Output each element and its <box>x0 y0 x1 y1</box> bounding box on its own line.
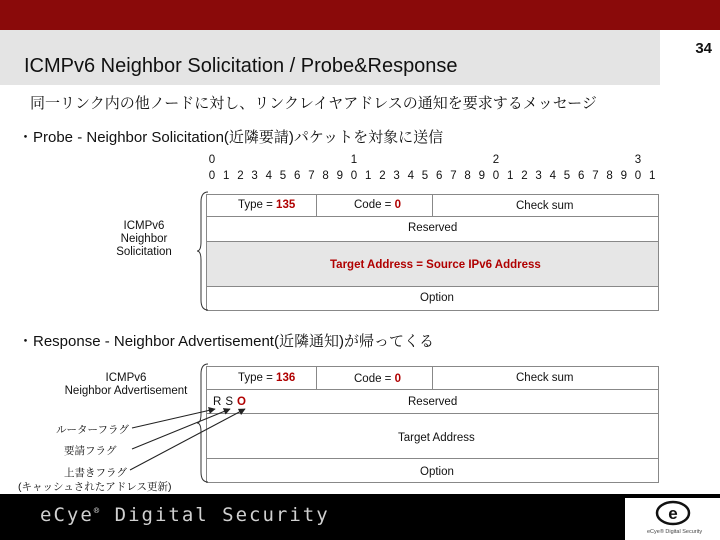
bit-one-label: 6 <box>435 170 443 182</box>
company-logo <box>625 498 720 540</box>
slide-title: ICMPv6 Neighbor Solicitation / Probe&Response <box>24 55 458 77</box>
response-row-divider-3 <box>206 458 659 459</box>
flag-s: S <box>225 396 237 408</box>
probe-type-divider <box>316 194 317 216</box>
bit-one-label: 4 <box>265 170 272 182</box>
probe-target-field: Target Address = Source IPv6 Address <box>330 259 541 271</box>
probe-checksum-field: Check sum <box>516 200 574 212</box>
response-reserved-field: Reserved <box>408 396 458 408</box>
bit-one-label: 6 <box>577 170 585 182</box>
probe-code-value: 0 <box>394 199 402 211</box>
bit-one-label: 8 <box>606 170 613 182</box>
bit-one-label: 9 <box>620 170 627 182</box>
bit-ten-label: 3 <box>634 154 642 166</box>
bit-one-label: 7 <box>450 170 457 182</box>
bit-one-label: 9 <box>478 170 485 182</box>
bit-one-label: 5 <box>279 170 287 182</box>
bit-one-label: 1 <box>222 170 230 182</box>
response-type-divider <box>316 366 317 389</box>
bit-one-label: 1 <box>506 170 514 182</box>
response-bullet: ・Response - Neighbor Advertisement(近隣通知)が帰ってくる <box>18 333 434 350</box>
bit-one-label: 0 <box>208 170 216 182</box>
response-code-divider <box>432 366 433 389</box>
response-checksum-field: Check sum <box>516 372 574 384</box>
logo-eye-icon <box>655 500 691 526</box>
probe-row-divider-1 <box>206 216 659 217</box>
probe-option-field: Option <box>420 292 454 304</box>
bit-one-label: 1 <box>648 170 656 182</box>
response-code-value: 0 <box>394 373 402 385</box>
response-type-field: Type = 136 <box>238 372 296 384</box>
override-flag-label: 上書きフラグ <box>64 467 127 479</box>
probe-reserved-field: Reserved <box>408 222 458 234</box>
bit-one-label: 0 <box>634 170 642 182</box>
logo-text: eCye® Digital Security <box>647 529 703 535</box>
bit-one-label: 3 <box>251 170 258 182</box>
probe-code-divider <box>432 194 433 216</box>
bit-ten-label: 0 <box>208 154 216 166</box>
bit-one-label: 9 <box>336 170 343 182</box>
probe-type-field: Type = 135 <box>238 199 296 211</box>
header-bar <box>0 0 720 30</box>
response-target-field: Target Address <box>398 432 475 444</box>
logo-letter: e <box>668 504 678 523</box>
probe-type-value: 135 <box>276 199 296 211</box>
bit-one-label: 0 <box>492 170 500 182</box>
bit-one-label: 7 <box>308 170 315 182</box>
bit-one-label: 5 <box>563 170 571 182</box>
bit-one-label: 2 <box>379 170 386 182</box>
response-row-divider-1 <box>206 389 659 390</box>
bit-ten-label: 2 <box>492 154 500 166</box>
response-type-value: 136 <box>276 372 296 384</box>
bit-one-label: 8 <box>322 170 329 182</box>
flag-o: O <box>236 396 250 408</box>
bit-one-label: 4 <box>549 170 556 182</box>
footer-brand: eCye® Digital Security <box>40 504 330 526</box>
override-flag-note: (キャッシュされたアドレス更新) <box>18 481 172 493</box>
bit-one-label: 1 <box>364 170 372 182</box>
response-bracket <box>196 362 210 484</box>
slide-subtitle: 同一リンク内の他ノードに対し、リンクレイヤアドレスの通知を要求するメッセージ <box>30 95 597 112</box>
probe-bracket <box>196 190 210 312</box>
bit-one-label: 0 <box>350 170 358 182</box>
bit-one-label: 6 <box>293 170 301 182</box>
bit-one-label: 3 <box>393 170 400 182</box>
bit-one-label: 2 <box>521 170 528 182</box>
response-flags <box>213 396 250 408</box>
probe-bullet: ・Probe - Neighbor Solicitation(近隣要請)パケットを対象に送信 <box>18 129 444 146</box>
bit-one-label: 7 <box>592 170 599 182</box>
response-side-label: ICMPv6 Neighbor Advertisement <box>64 372 188 397</box>
flag-r: R <box>213 396 226 408</box>
router-flag-label: ルーターフラグ <box>56 424 129 436</box>
probe-side-label: ICMPv6 Neighbor Solicitation <box>116 220 172 258</box>
bit-one-label: 3 <box>535 170 542 182</box>
solicited-flag-label: 要請フラグ <box>64 445 117 457</box>
response-row-divider-2 <box>206 413 659 414</box>
probe-code-field: Code = 0 <box>354 199 402 211</box>
bit-one-label: 5 <box>421 170 429 182</box>
bit-one-label: 4 <box>407 170 414 182</box>
page-number: 34 <box>695 40 712 57</box>
bit-one-label: 2 <box>237 170 244 182</box>
response-option-field: Option <box>420 466 454 478</box>
response-code-field: Code = 0 <box>354 373 402 385</box>
bit-one-label: 8 <box>464 170 471 182</box>
bit-ten-label: 1 <box>350 154 358 166</box>
